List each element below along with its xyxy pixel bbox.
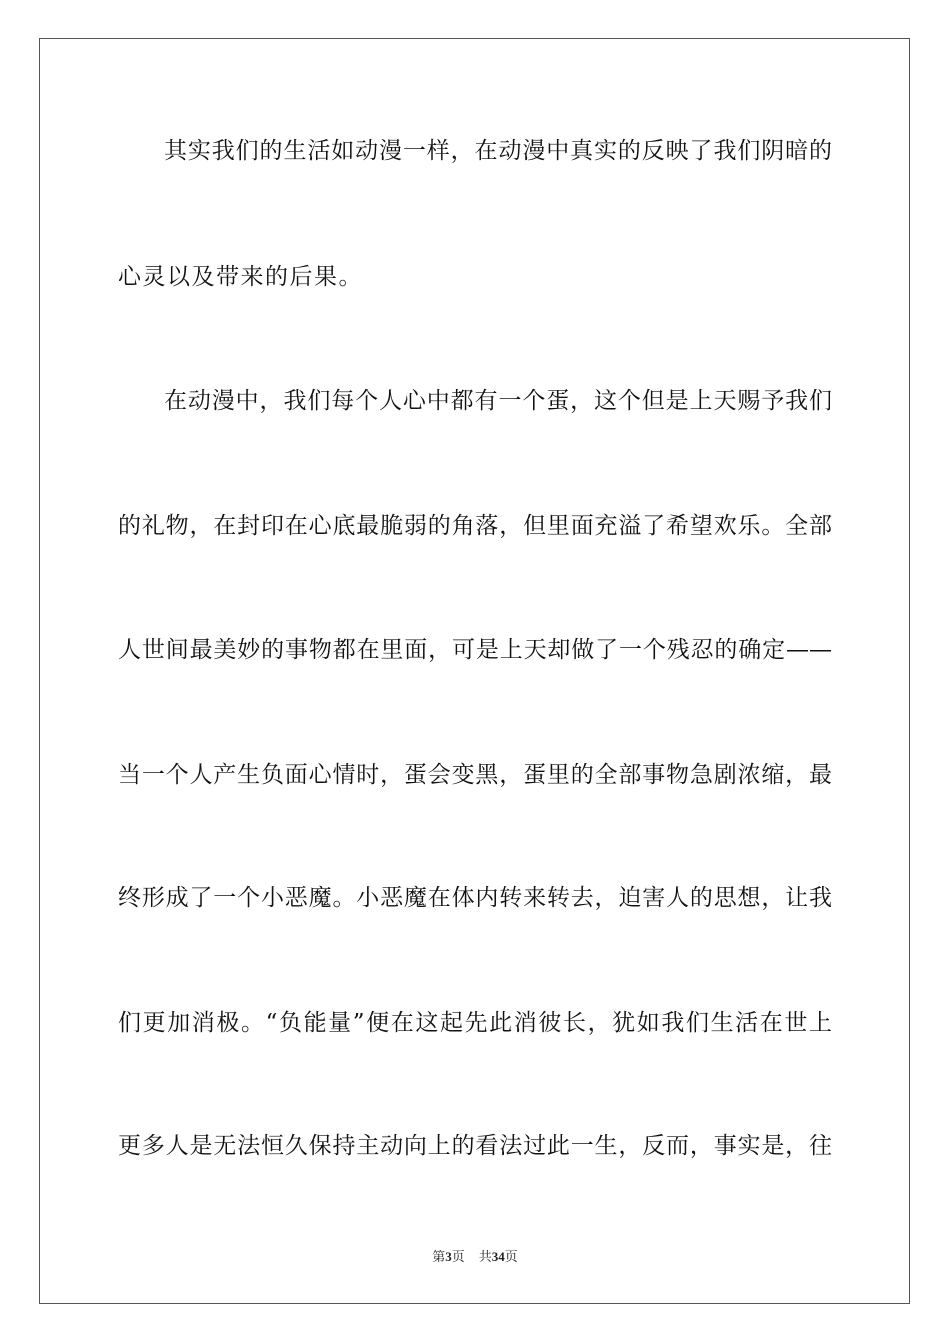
paragraph-2-line-1: 在动漫中，我们每个人心中都有一个蛋，这个但是上天赐予我们 (164, 388, 832, 414)
paragraph-1-line-2: 心灵以及带来的后果。 (118, 264, 363, 290)
footer-page-total: 34 (491, 1249, 505, 1264)
footer-page-prefix: 第 (432, 1249, 446, 1264)
paragraph-2-line-6: 们更加消极。“负能量”便在这起先此消彼长，犹如我们生活在世上 (118, 1010, 832, 1036)
paragraph-2-line-7: 更多人是无法恒久保持主动向上的看法过此一生，反而，事实是，往 (118, 1133, 832, 1159)
page-frame (39, 38, 910, 1304)
footer-total-prefix: 共 (478, 1249, 492, 1264)
page-footer (0, 1248, 950, 1266)
paragraph-2-line-4: 当一个人产生负面心情时，蛋会变黑，蛋里的全部事物急剧浓缩，最 (118, 762, 832, 788)
footer-total-unit: 页 (504, 1249, 518, 1264)
footer-page-current: 3 (445, 1249, 452, 1264)
paragraph-2-line-3: 人世间最美妙的事物都在里面，可是上天却做了一个残忍的确定—— (118, 637, 832, 663)
paragraph-1-line-1: 其实我们的生活如动漫一样，在动漫中真实的反映了我们阴暗的 (164, 138, 832, 164)
paragraph-2-line-2: 的礼物，在封印在心底最脆弱的角落，但里面充溢了希望欢乐。全部 (118, 513, 832, 539)
footer-page-unit: 页 (451, 1249, 465, 1264)
paragraph-2-line-5: 终形成了一个小恶魔。小恶魔在体内转来转去，迫害人的思想，让我 (118, 885, 832, 911)
